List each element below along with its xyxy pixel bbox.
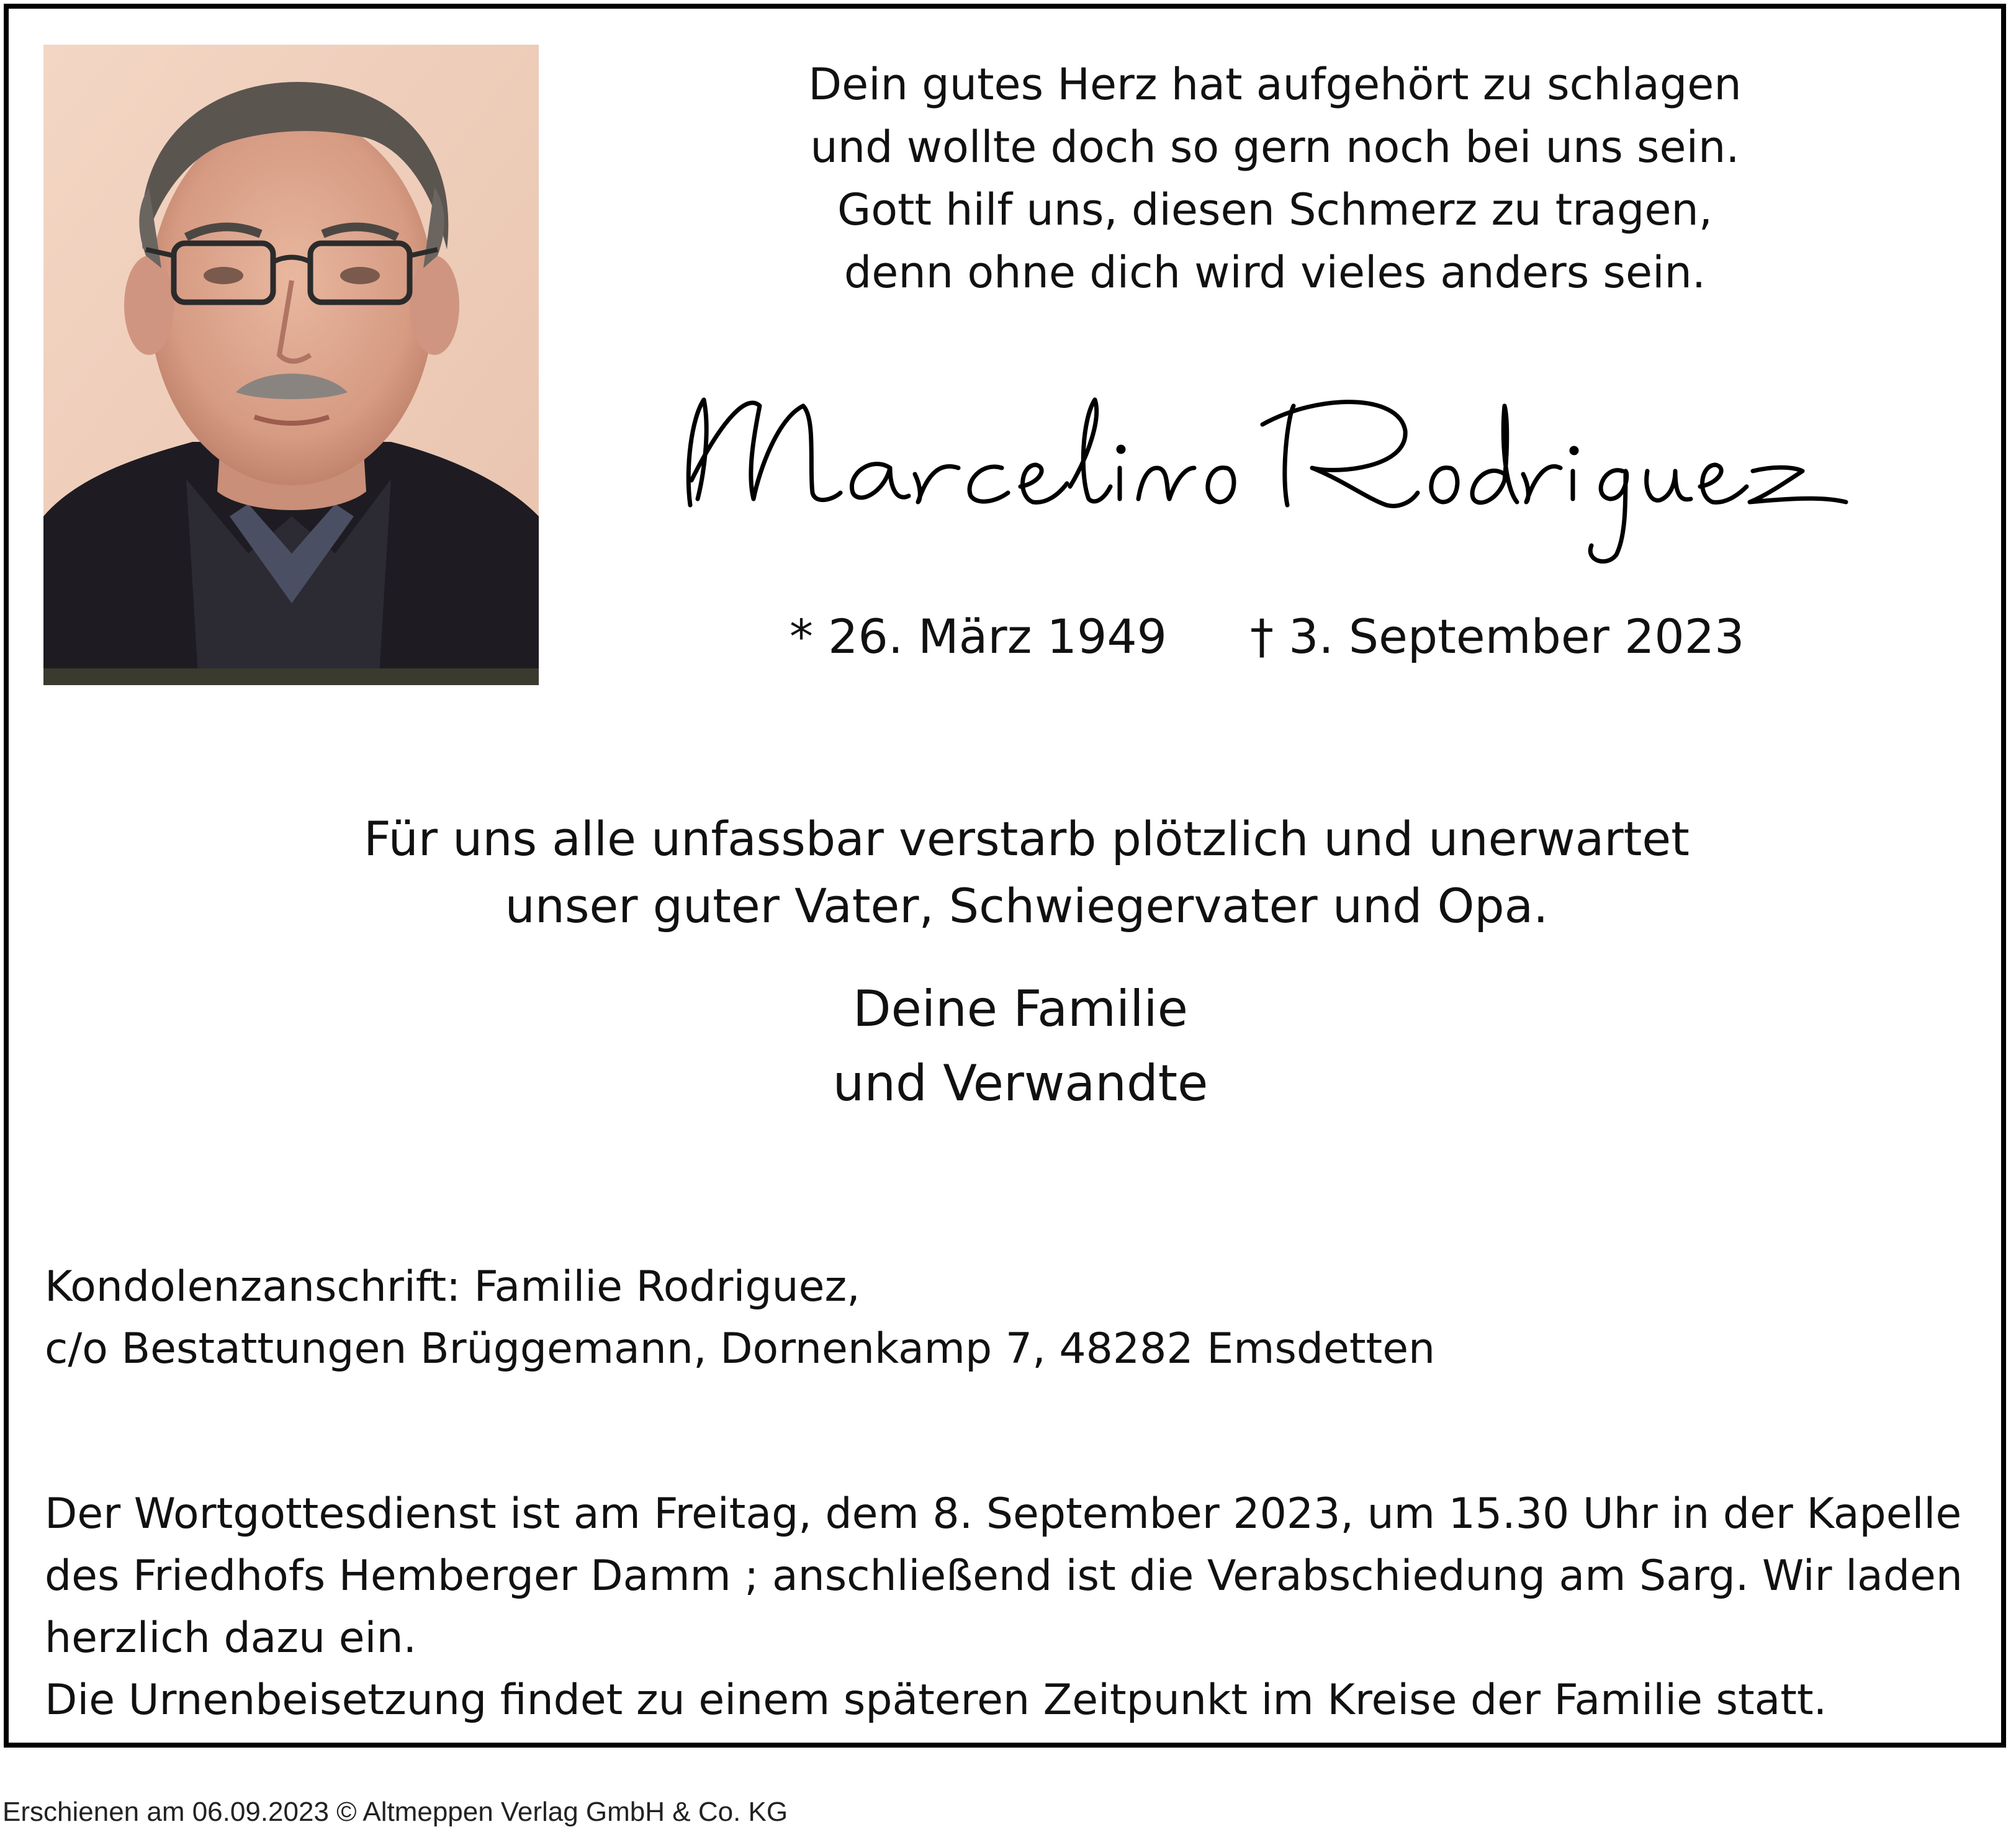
publication-footer: Erschienen am 06.09.2023 © Altmeppen Verlag GmbH & Co. KG [2, 1797, 788, 1827]
portrait-image [43, 45, 539, 685]
signoff-line: und Verwandte [832, 1054, 1208, 1112]
birth-date: * 26. März 1949 [790, 609, 1168, 664]
service-line: des Friedhofs Hemberger Damm ; anschließend ist die Verabschiedung am Sarg. Wir laden [45, 1551, 1963, 1601]
condolence-address [45, 1256, 1907, 1380]
poem-line: denn ohne dich wird vieles anders sein. [844, 247, 1706, 298]
poem-line: und wollte doch so gern noch bei uns sein. [810, 122, 1740, 173]
handwritten-name-image [667, 381, 1883, 580]
announcement-line: Für uns alle unfassbar verstarb plötzlich und unerwartet [364, 811, 1690, 866]
name-signature [667, 381, 1883, 580]
death-date: † 3. September 2023 [1250, 609, 1745, 664]
announcement-line: unser guter Vater, Schwiegervater und Opa. [505, 878, 1549, 933]
service-line: herzlich dazu ein. [45, 1614, 417, 1663]
service-line: Die Urnenbeisetzung findet zu einem späteren Zeitpunkt im Kreise der Familie statt. [45, 1676, 1827, 1725]
poem [667, 53, 1883, 304]
condolence-line: c/o Bestattungen Brüggemann, Dornenkamp 7, 48282 Emsdetten [45, 1324, 1436, 1373]
signoff-line: Deine Familie [853, 980, 1188, 1038]
service-info [45, 1483, 1981, 1731]
life-dates [778, 606, 1771, 674]
portrait-photo [43, 45, 539, 685]
condolence-line: Kondolenzanschrift: Familie Rodriguez, [45, 1262, 860, 1311]
service-line: Der Wortgottesdienst ist am Freitag, dem 8. September 2023, um 15.30 Uhr in der Kapelle [45, 1489, 1962, 1538]
poem-line: Gott hilf uns, diesen Schmerz zu tragen, [837, 184, 1713, 235]
family-signoff [567, 972, 1474, 1121]
obituary-frame [4, 4, 2006, 1748]
announcement [195, 806, 1858, 940]
poem-line: Dein gutes Herz hat aufgehört zu schlagen [808, 59, 1742, 110]
